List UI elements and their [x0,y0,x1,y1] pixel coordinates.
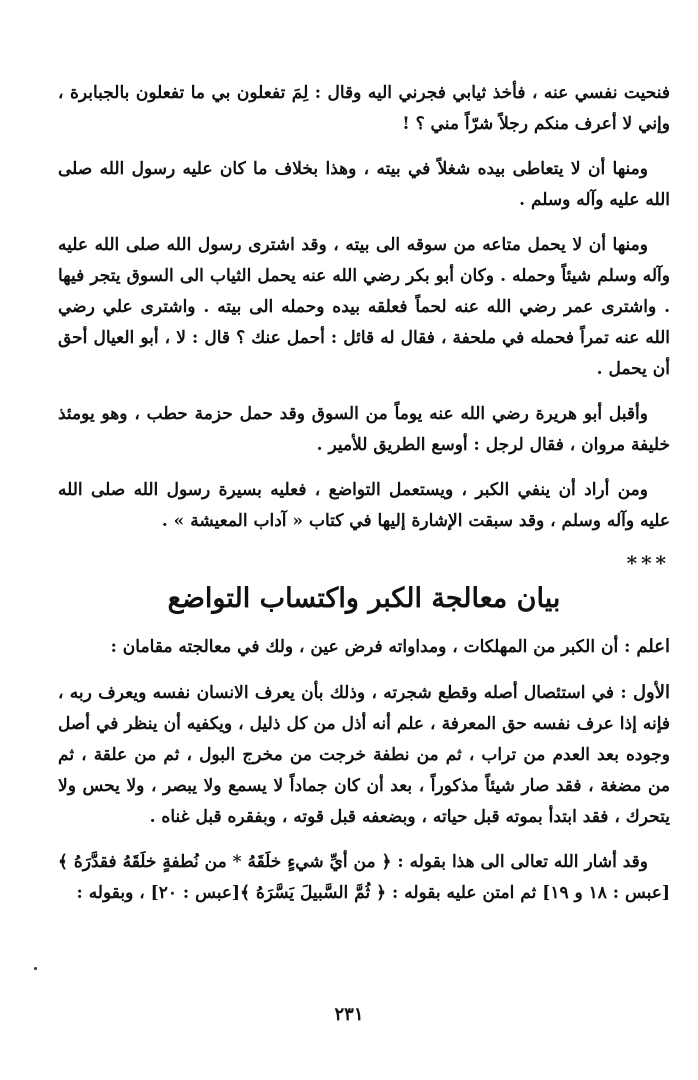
first-station-text: : في استئصال أصله وقطع شجرته ، وذلك بأن يعرف الانسان نفسه ويعرف ربه ، فإنه إذا عرف نفسه حق المعرفة ، علم أنه أذل من كل ذليل ، ويكفيه أن ينظر في أصل وجوده بعد العدم من تراب ، ثم من نطفة خرجت من مخرج البول ، ثم من علقة ، ثم من مضغة ، فقد صار شيئاً مذكوراً ، بعد أن كان جماداً لا يسمع ولا يبصر ، ولا يحس ولا يتحرك ، فقد ابتدأ بموته قبل حياته ، وبضعفه قبل قوته ، وبفقره قبل غناه . [58,683,670,827]
quran-paragraph [58,847,670,909]
page-number: ٢٣١ [334,1004,364,1025]
quran-intro: وقد أشار الله تعالى الى هذا بقوله : [397,852,649,872]
paragraph-5: ومن أراد أن ينفي الكبر ، ويستعمل التواضع ، فعليه بسيرة رسول الله صلى الله عليه وآله وسلم ، وقد سبقت الإشارة إليها في كتاب « آداب المعيشة » . [58,480,670,531]
intro-paragraph [58,631,670,663]
quran-mid-text: ثم امتن عليه بقوله : [392,883,537,903]
first-station-lead-word: الأول [632,682,671,703]
paragraph-4: وأقبل أبو هريرة رضي الله عنه يوماً من السوق وقد حمل حزمة حطب ، وهو يومئذ خليفة مروان ، فقال لرجل : أوسع الطريق للأمير . [58,404,670,455]
quran-reference-2: [عبس : ٢٠] [150,883,241,903]
quran-reference-1: [عبس : ١٨ و ١٩] [542,883,670,903]
quran-end-text: ، وبقوله : [76,883,145,903]
intro-lead-word: اعلم [636,636,670,657]
paragraph-2: ومنها أن لا يتعاطى بيده شغلاً في بيته ، وهذا بخلاف ما كان عليه رسول الله صلى الله عليه وآله وسلم . [58,159,670,210]
section-heading: بيان معالجة الكبر واكتساب التواضع [167,583,561,614]
intro-text: : أن الكبر من المهلكات ، ومداواته فرض عين ، ولك في معالجته مقامان : [110,637,631,657]
paragraph-1: فنحيت نفسي عنه ، فأخذ ثيابي فجرني اليه وقال : لِمَ تفعلون بي ما تفعلون بالجبابرة ، وإني لا أعرف منكم رجلاً شرّاً مني ؟ ! [58,83,670,134]
first-station-paragraph [58,677,670,833]
quran-verse-2: ﴿ ثُمَّ السَّبيلَ يَسَّرَهُ ﴾ [240,883,387,903]
margin-mark [34,967,37,970]
quran-verse-1: ﴿ من أيِّ شيءٍ خلَقَهُ * من نُطفةٍ خلَقَهُ فقدَّرَهُ ﴾ [58,852,392,872]
section-separator: *** [626,551,670,575]
paragraph-3: ومنها أن لا يحمل متاعه من سوقه الى بيته ، وقد اشترى رسول الله صلى الله عليه وآله وسلم شيئاً وحمله . وكان أبو بكر رضي الله عنه يحمل الثياب الى السوق يتجر فيها . واشترى عمر رضي الله عنه لحماً فعلقه بيده وحمله الى بيته . واشترى علي رضي الله عنه تمراً فحمله في ملحفة ، فقال له قائل : أحمل عنك ؟ قال : لا ، أبو العيال أحق أن يحمل . [58,235,670,379]
page-body [58,78,670,923]
